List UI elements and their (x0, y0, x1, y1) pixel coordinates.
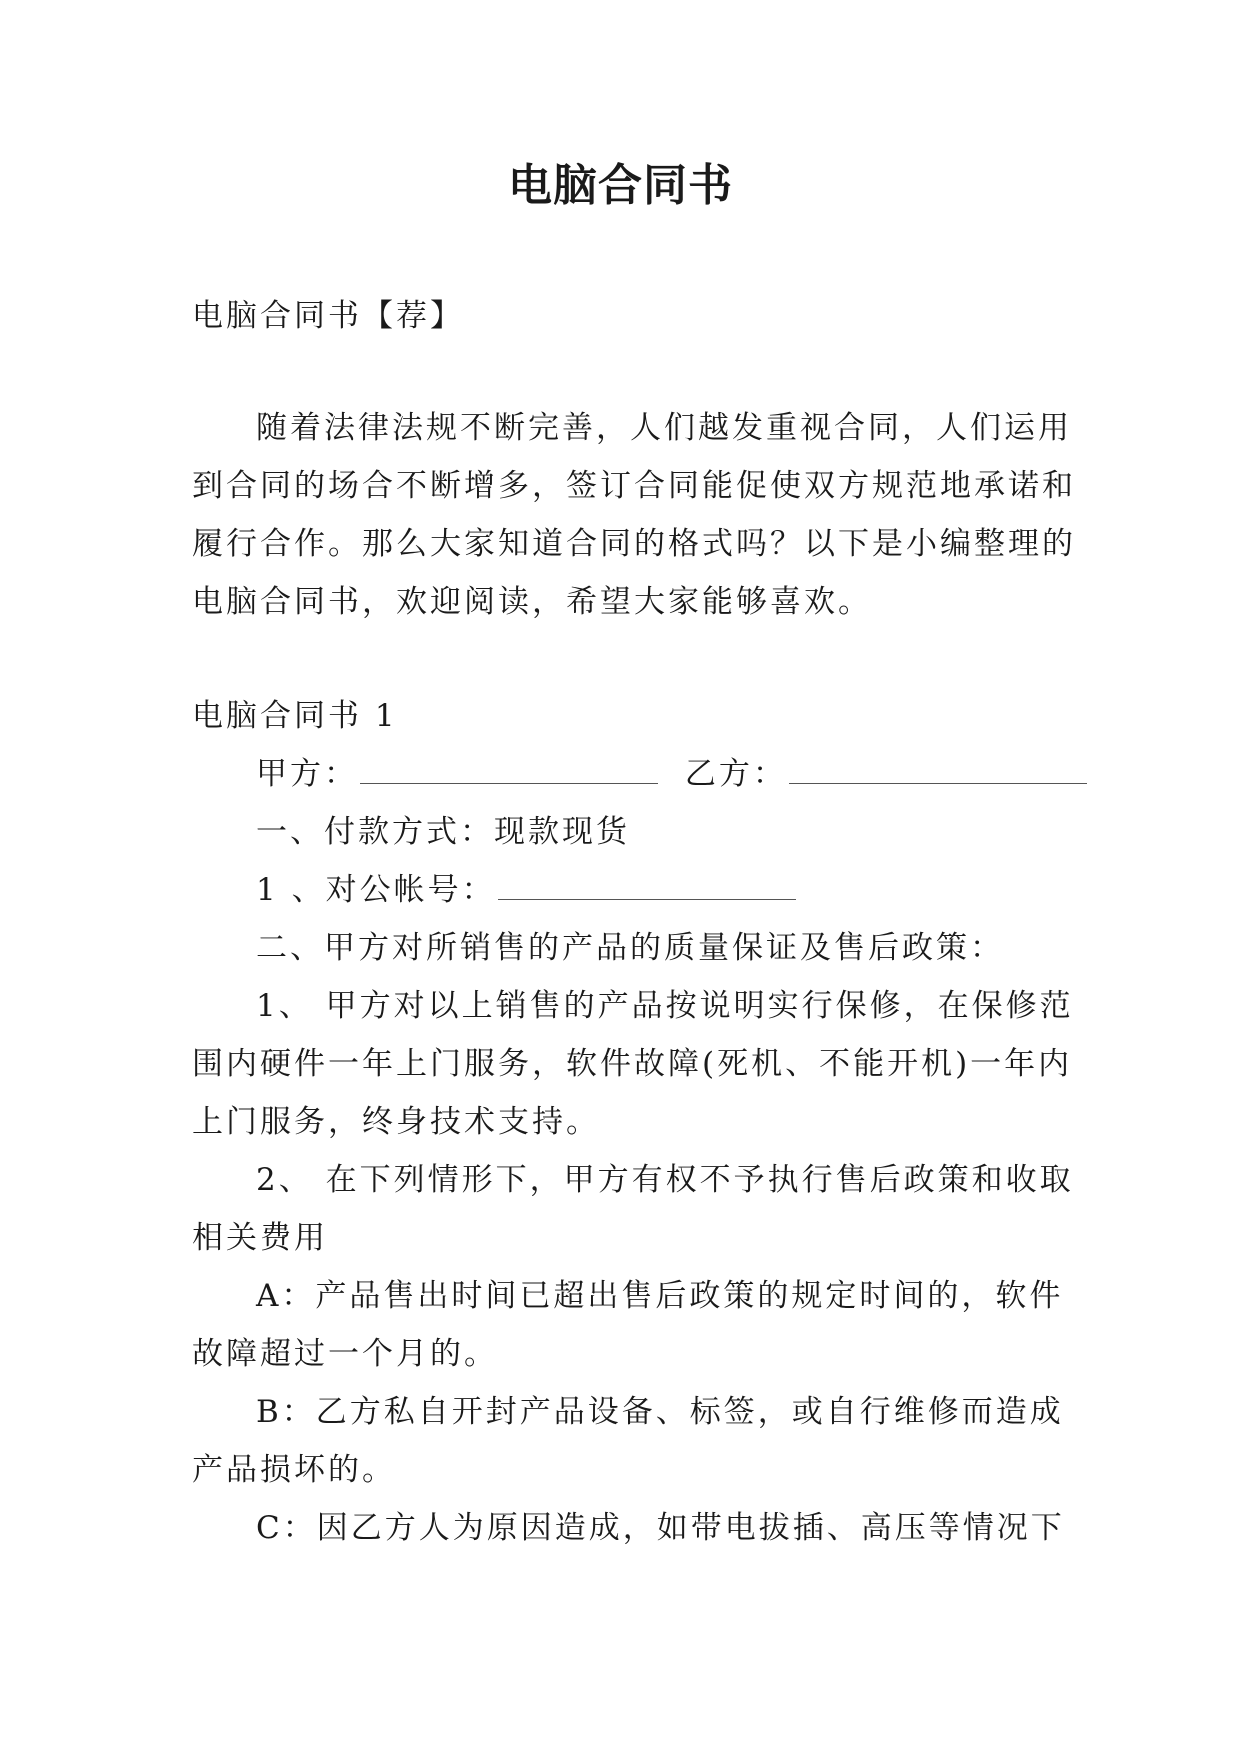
intro-line: 到合同的场合不断增多，签订合同能促使双方规范地承诺和 (192, 468, 1076, 504)
account-blank[interactable] (498, 873, 796, 900)
intro-line: 电脑合同书，欢迎阅读，希望大家能够喜欢。 (192, 584, 872, 620)
section-heading: 电脑合同书 1 (192, 698, 398, 734)
payment-method: 一、付款方式：现款现货 (256, 814, 630, 850)
party-b-label: 乙方： (684, 756, 787, 792)
intro-line: 履行合作。那么大家知道合同的格式吗？以下是小编整理的 (192, 526, 1076, 562)
account-label: 1 、对公帐号： (256, 872, 496, 908)
party-a-label: 甲方： (256, 756, 358, 792)
clause-b-line: 产品损坏的。 (192, 1452, 396, 1488)
clause-1-line: 上门服务，终身技术支持。 (192, 1104, 600, 1140)
party-a-blank[interactable] (360, 757, 658, 784)
clause-c-line: C：因乙方人为原因造成，如带电拔插、高压等情况下 (256, 1510, 1065, 1546)
account-line (256, 870, 796, 910)
clause-a-line: 故障超过一个月的。 (192, 1336, 498, 1372)
clause-b-line: B：乙方私自开封产品设备、标签，或自行维修而造成 (256, 1394, 1064, 1430)
clause-2-line: 2、 在下列情形下，甲方有权不予执行售后政策和收取 (256, 1162, 1074, 1198)
clause-1-line: 1、 甲方对以上销售的产品按说明实行保修，在保修范 (256, 988, 1074, 1024)
document-subtitle: 电脑合同书【荐】 (192, 298, 464, 334)
intro-line: 随着法律法规不断完善，人们越发重视合同，人们运用 (256, 410, 1072, 446)
quality-heading: 二、甲方对所销售的产品的质量保证及售后政策： (256, 930, 1004, 966)
clause-a-line: A：产品售出时间已超出售后政策的规定时间的，软件 (256, 1278, 1064, 1314)
document-title: 电脑合同书 (508, 160, 733, 211)
clause-1-line: 围内硬件一年上门服务，软件故障(死机、不能开机)一年内 (192, 1046, 1073, 1082)
party-b-blank[interactable] (789, 757, 1087, 784)
parties-line (256, 754, 1087, 794)
clause-2-line: 相关费用 (192, 1220, 328, 1256)
